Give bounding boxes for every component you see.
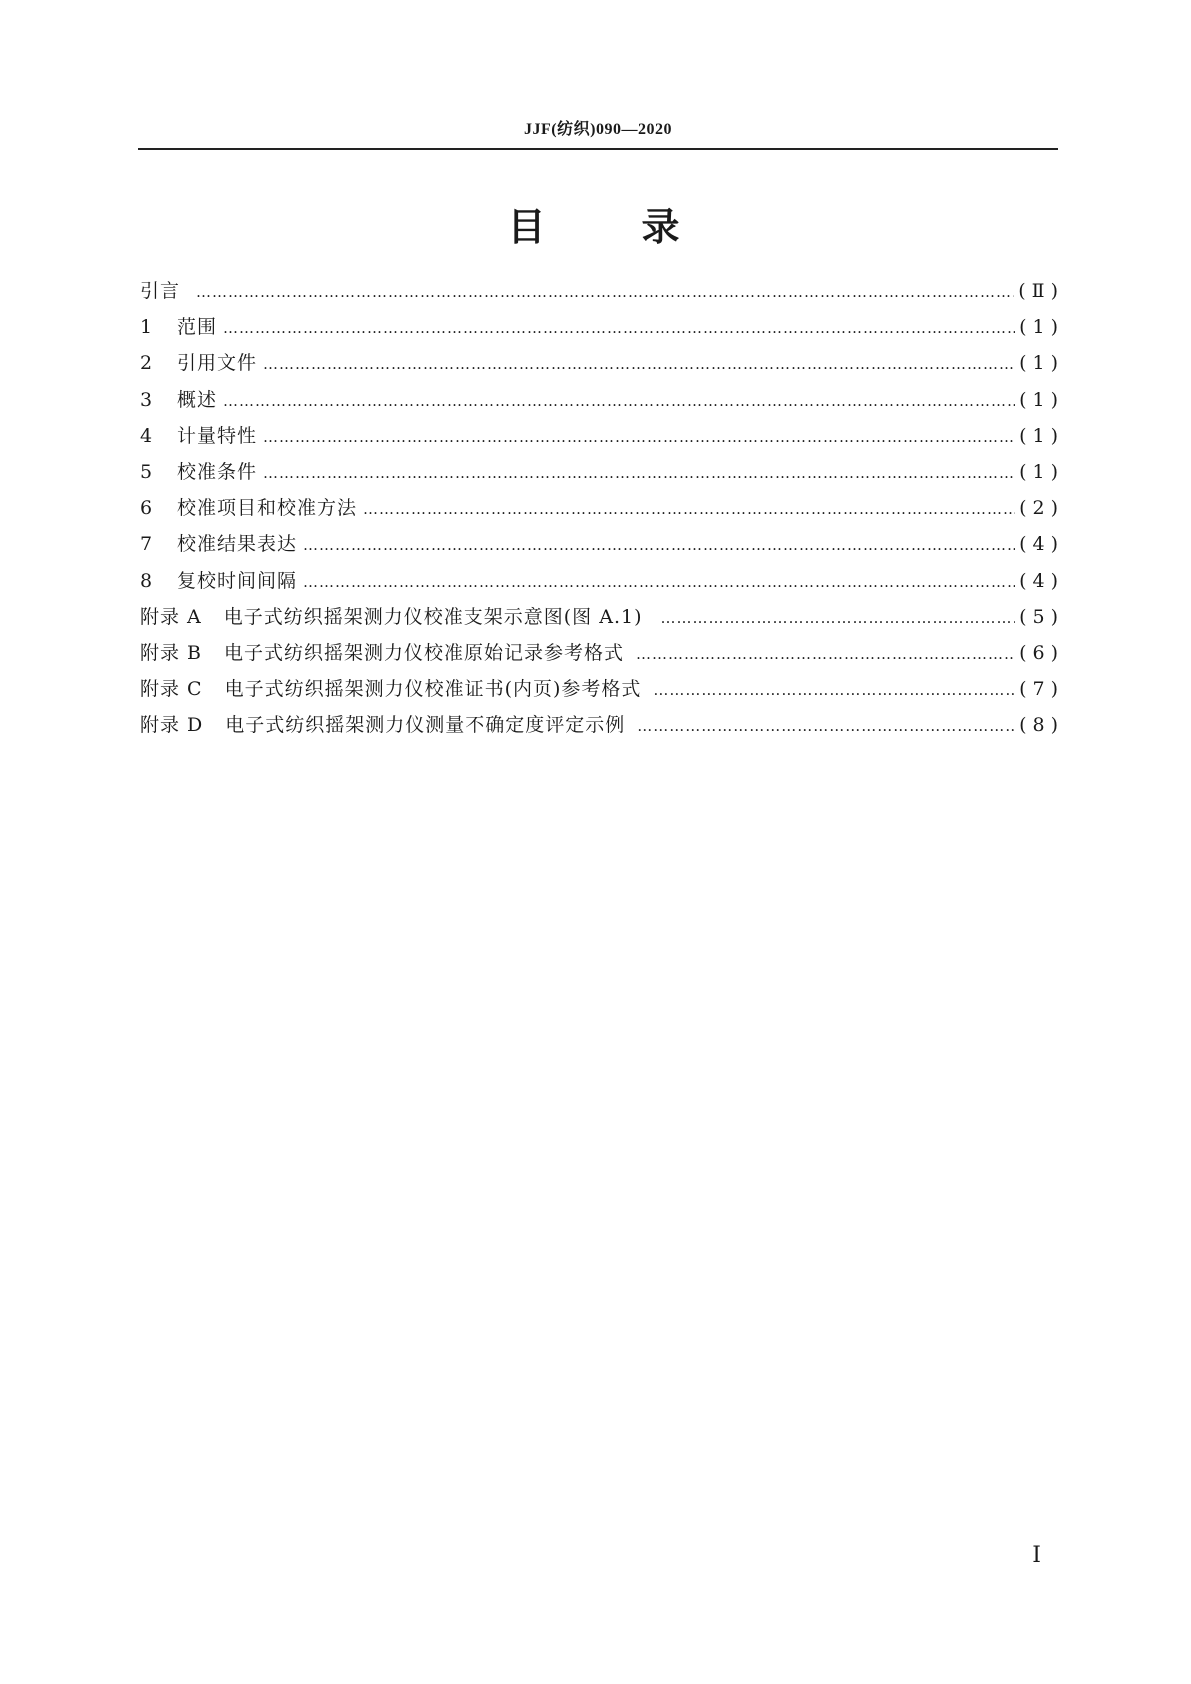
toc-entry-appendix-b[interactable]: [140, 638, 1064, 674]
toc-page: (4): [1019, 569, 1064, 592]
toc-appendix-prefix: 附录 C: [140, 678, 203, 701]
title-char-1: 目: [507, 205, 550, 249]
toc-leader: [196, 283, 1014, 301]
toc-leader: [263, 428, 1015, 446]
toc-page: (1): [1019, 460, 1064, 483]
toc-entry-appendix-a[interactable]: [140, 602, 1064, 638]
toc-label: 范围: [177, 316, 218, 339]
toc-label: 计量特性: [177, 424, 258, 447]
toc-number: 6: [140, 497, 153, 520]
toc-entry-6[interactable]: [140, 493, 1064, 529]
toc-entry-1[interactable]: [140, 312, 1064, 348]
toc-page: (1): [1019, 424, 1064, 447]
toc-number: 8: [140, 569, 153, 592]
toc-page: (4): [1019, 533, 1064, 556]
toc-number: 4: [140, 424, 153, 447]
toc-leader: [636, 645, 1015, 663]
toc-label: 概述: [177, 388, 218, 411]
page-number: Ⅰ: [1032, 1542, 1041, 1567]
toc-page: (5): [1019, 605, 1064, 628]
toc-number: 7: [140, 533, 153, 556]
toc-leader: [303, 536, 1015, 554]
toc-label: 校准项目和校准方法: [177, 497, 358, 520]
toc-appendix-prefix: 附录 B: [140, 641, 203, 664]
page-title: [0, 196, 1191, 251]
toc-entry-7[interactable]: [140, 529, 1064, 565]
toc-appendix-prefix: 附录 A: [140, 605, 202, 628]
toc-label: 引用文件: [177, 352, 258, 375]
toc-entry-8[interactable]: [140, 566, 1064, 602]
toc-label: 电子式纺织摇架测力仪测量不确定度评定示例: [225, 714, 626, 737]
toc-page: (2): [1019, 497, 1064, 520]
toc-leader: [637, 717, 1015, 735]
toc-label: 电子式纺织摇架测力仪校准支架示意图(图 A.1): [223, 605, 643, 628]
toc-label: 校准条件: [177, 460, 258, 483]
toc-entry-4[interactable]: [140, 421, 1064, 457]
toc-leader: [263, 355, 1015, 373]
toc-number: 2: [140, 352, 153, 375]
toc-number: 5: [140, 460, 153, 483]
toc-page: (1): [1019, 316, 1064, 339]
title-char-2: 录: [641, 205, 684, 249]
toc-leader: [660, 609, 1015, 627]
document-code-header: JJF(纺织)090—2020: [524, 121, 672, 138]
toc-leader: [363, 500, 1015, 518]
toc-page: (8): [1019, 714, 1064, 737]
toc-entry-2[interactable]: [140, 348, 1064, 384]
toc-entry-appendix-c[interactable]: [140, 674, 1064, 710]
toc-leader: [263, 464, 1015, 482]
toc-page: (1): [1019, 388, 1064, 411]
toc-label: 校准结果表达: [177, 533, 298, 556]
toc-entry-3[interactable]: [140, 385, 1064, 421]
toc-page: (7): [1019, 678, 1064, 701]
toc-number: 3: [140, 388, 153, 411]
header-divider: [138, 148, 1058, 150]
toc-page: (6): [1019, 641, 1064, 664]
table-of-contents: [140, 276, 1064, 746]
toc-leader: [223, 319, 1015, 337]
toc-label: 电子式纺织摇架测力仪校准原始记录参考格式: [224, 641, 625, 664]
toc-number: 1: [140, 316, 153, 339]
toc-leader: [303, 573, 1015, 591]
toc-entry-5[interactable]: [140, 457, 1064, 493]
toc-page: (Ⅱ): [1018, 280, 1064, 302]
toc-leader: [223, 392, 1015, 410]
toc-label: 复校时间间隔: [177, 569, 298, 592]
toc-leader: [653, 681, 1015, 699]
toc-label: 电子式纺织摇架测力仪校准证书(内页)参考格式: [224, 678, 642, 701]
toc-entry-appendix-d[interactable]: [140, 710, 1064, 746]
toc-label: 引言: [140, 280, 181, 302]
toc-appendix-prefix: 附录 D: [140, 714, 204, 737]
toc-page: (1): [1019, 352, 1064, 375]
toc-entry-intro[interactable]: [140, 276, 1064, 312]
